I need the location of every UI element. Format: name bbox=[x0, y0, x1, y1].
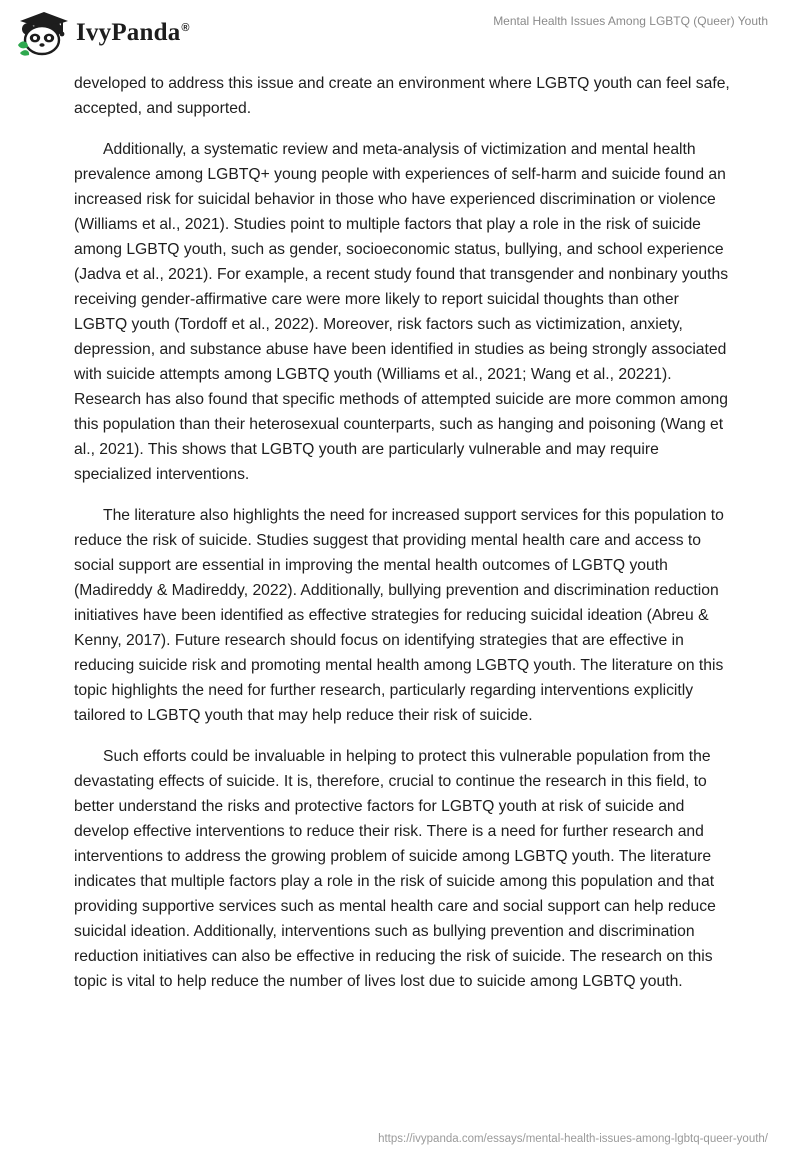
registered-mark: ® bbox=[181, 21, 190, 34]
paragraph-2: Additionally, a systematic review and meta-analysis of victimization and mental health prevalence among LGBTQ+ young people with experiences of self-harm and suicide found an increased risk for suicidal behavior in those who have experienced discrimination or violence (Williams et al., 2021). Studies point to multiple factors that play a role in the risk of suicide among LGBTQ youth, such as gender, socioeconomic status, bullying, and school experience (Jadva et al., 2021). For example, a recent study found that transgender and nonbinary youths receiving gender-affirmative care were more likely to report suicidal thoughts than other LGBTQ youth (Tordoff et al., 2022). Moreover, risk factors such as victimization, anxiety, depression, and substance abuse have been identified in studies as being strongly associated with suicide attempts among LGBTQ youth (Williams et al., 2021; Wang et al., 20221). Research has also found that specific methods of attempted suicide are more common among this population than their heterosexual counterparts, such as hanging and poisoning (Wang et al., 2021). This shows that LGBTQ youth are particularly vulnerable and may require specialized interventions. bbox=[74, 141, 729, 483]
panda-graduate-icon bbox=[14, 9, 70, 57]
document-title: Mental Health Issues Among LGBTQ (Queer) Youth bbox=[493, 14, 768, 28]
page-header bbox=[0, 0, 800, 70]
brand-name: IvyPanda® bbox=[76, 19, 190, 46]
essay-body bbox=[74, 71, 734, 1010]
source-url[interactable]: https://ivypanda.com/essays/mental-health-issues-among-lgbtq-queer-youth/ bbox=[378, 1133, 768, 1145]
paragraph-1: developed to address this issue and create an environment where LGBTQ youth can feel safe, accepted, and supported. bbox=[74, 75, 730, 117]
paragraph-3: The literature also highlights the need for increased support services for this population to reduce the risk of suicide. Studies suggest that providing mental health care and access to social support are essential in improving the mental health outcomes of LGBTQ youth (Madireddy & Madireddy, 2022). Additionally, bullying prevention and discrimination reduction initiatives have been identified as effective strategies for reducing suicidal ideation (Abreu & Kenny, 2017). Future research should focus on identifying strategies that are effective in reducing suicide risk and promoting mental health among LGBTQ youth. The literature on this topic highlights the need for further research, particularly regarding interventions explicitly tailored to LGBTQ youth that may help reduce their risk of suicide. bbox=[74, 507, 724, 724]
paragraph-4: Such efforts could be invaluable in helping to protect this vulnerable population from the devastating effects of suicide. It is, therefore, crucial to continue the research in this field, to better understand the risks and protective factors for LGBTQ youth at risk of suicide and develop effective interventions to reduce their risk. There is a need for further research and interventions to address the growing problem of suicide among LGBTQ youth. The literature indicates that multiple factors play a role in the risk of suicide among this population and that providing supportive services such as mental health care and social support can help reduce suicidal ideation. Additionally, interventions such as bullying prevention and discrimination reduction initiatives can also be effective in reducing the risk of suicide. The research on this topic is vital to help reduce the number of lives lost due to suicide among LGBTQ youth. bbox=[74, 748, 716, 990]
ivypanda-logo[interactable] bbox=[14, 8, 190, 58]
